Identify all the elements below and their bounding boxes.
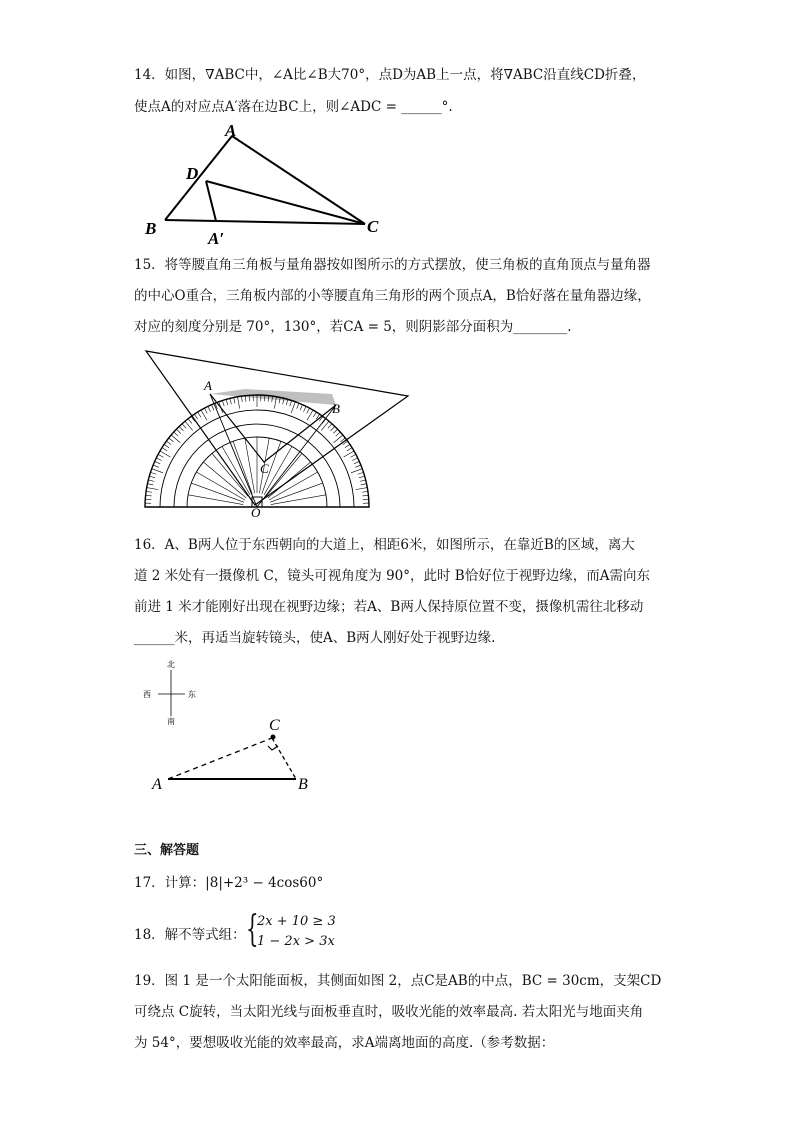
system-brace: { <box>246 909 259 950</box>
edge-bc <box>165 220 365 224</box>
edge-ab <box>165 136 232 220</box>
q17-line: 17．计算：|8|+2³ − 4cos60° <box>134 875 324 891</box>
edge-ac <box>232 136 365 224</box>
label-c: C <box>269 717 280 734</box>
q16-line-4: ______米，再适当旋转镜头，使A、B两人刚好处于视野边缘. <box>134 630 496 646</box>
compass-east: 东 <box>188 690 196 699</box>
q18-inequality-2: 1 − 2x > 3x <box>257 934 335 949</box>
fold-line-cd <box>206 181 365 224</box>
q16-line-1: 16．A、B两人位于东西朝向的大道上，相距6米，如图所示，在靠近B的区域，离大 <box>134 537 635 553</box>
q19-line-2: 可绕点 C旋转，当太阳光线与面板垂直时，吸收光能的效率最高. 若太阳光与地面夹角 <box>134 1004 644 1020</box>
label-b: B <box>298 776 308 793</box>
label-a-prime: A′ <box>208 229 225 248</box>
q19-line-1: 19．图 1 是一个太阳能面板，其侧面如图 2，点C是AB的中点，BC = 30cm，支架CD <box>134 973 662 989</box>
label-b: B <box>145 219 157 238</box>
label-c: C <box>367 217 379 236</box>
q15-line-1: 15．将等腰直角三角板与量角器按如图所示的方式摆放，使三角板的直角顶点与量角器 <box>134 257 651 273</box>
q16-line-3: 前进 1 米才能刚好出现在视野边缘；若A、B两人保持原位置不变，摄像机需往北移动 <box>134 599 644 615</box>
camera-point <box>271 735 276 740</box>
q18-inequality-1: 2x + 10 ≥ 3 <box>257 914 336 929</box>
q15-line-3: 对应的刻度分别是 70°，130°，若CA = 5，则阴影部分面积为________. <box>134 319 572 335</box>
q14-line-1: 14．如图，∇ABC中，∠A比∠B大70°，点D为AB上一点，将∇ABC沿直线CD折叠， <box>134 67 646 83</box>
q15-protractor-figure <box>140 345 415 520</box>
view-edge-ca <box>168 738 272 779</box>
label-b: B <box>332 401 340 416</box>
label-d: D <box>186 164 199 183</box>
q16-figure <box>148 715 318 800</box>
view-edge-cb <box>272 738 296 779</box>
section-title: 三、解答题 <box>134 843 200 858</box>
compass-north: 北 <box>167 660 175 669</box>
label-c: C <box>260 461 269 476</box>
label-a: A <box>152 776 162 793</box>
small-triangle <box>210 394 336 462</box>
q19-line-3: 为 54°，要想吸收光能的效率最高，求A端离地面的高度.（参考数据： <box>134 1035 555 1051</box>
label-o: O <box>251 505 261 520</box>
q16-line-2: 道 2 米处有一摄像机 C，镜头可视角度为 90°，此时 B恰好位于视野边缘，而A需向东 <box>134 568 650 584</box>
q14-line-2: 使点A的对应点A′落在边BC上，则∠ADC = ______°. <box>134 99 453 115</box>
segment-da2 <box>206 181 216 221</box>
q18-prefix: 18．解不等式组： <box>134 927 246 943</box>
label-a: A <box>204 378 212 393</box>
compass-west: 西 <box>143 690 151 699</box>
q14-figure <box>140 120 400 250</box>
shaded-region <box>210 389 336 405</box>
compass-south: 南 <box>167 717 175 726</box>
q15-line-2: 的中心O重合，三角板内部的小等腰直角三角形的两个顶点A，B恰好落在量角器边缘， <box>134 288 651 304</box>
label-a: A <box>225 121 237 140</box>
